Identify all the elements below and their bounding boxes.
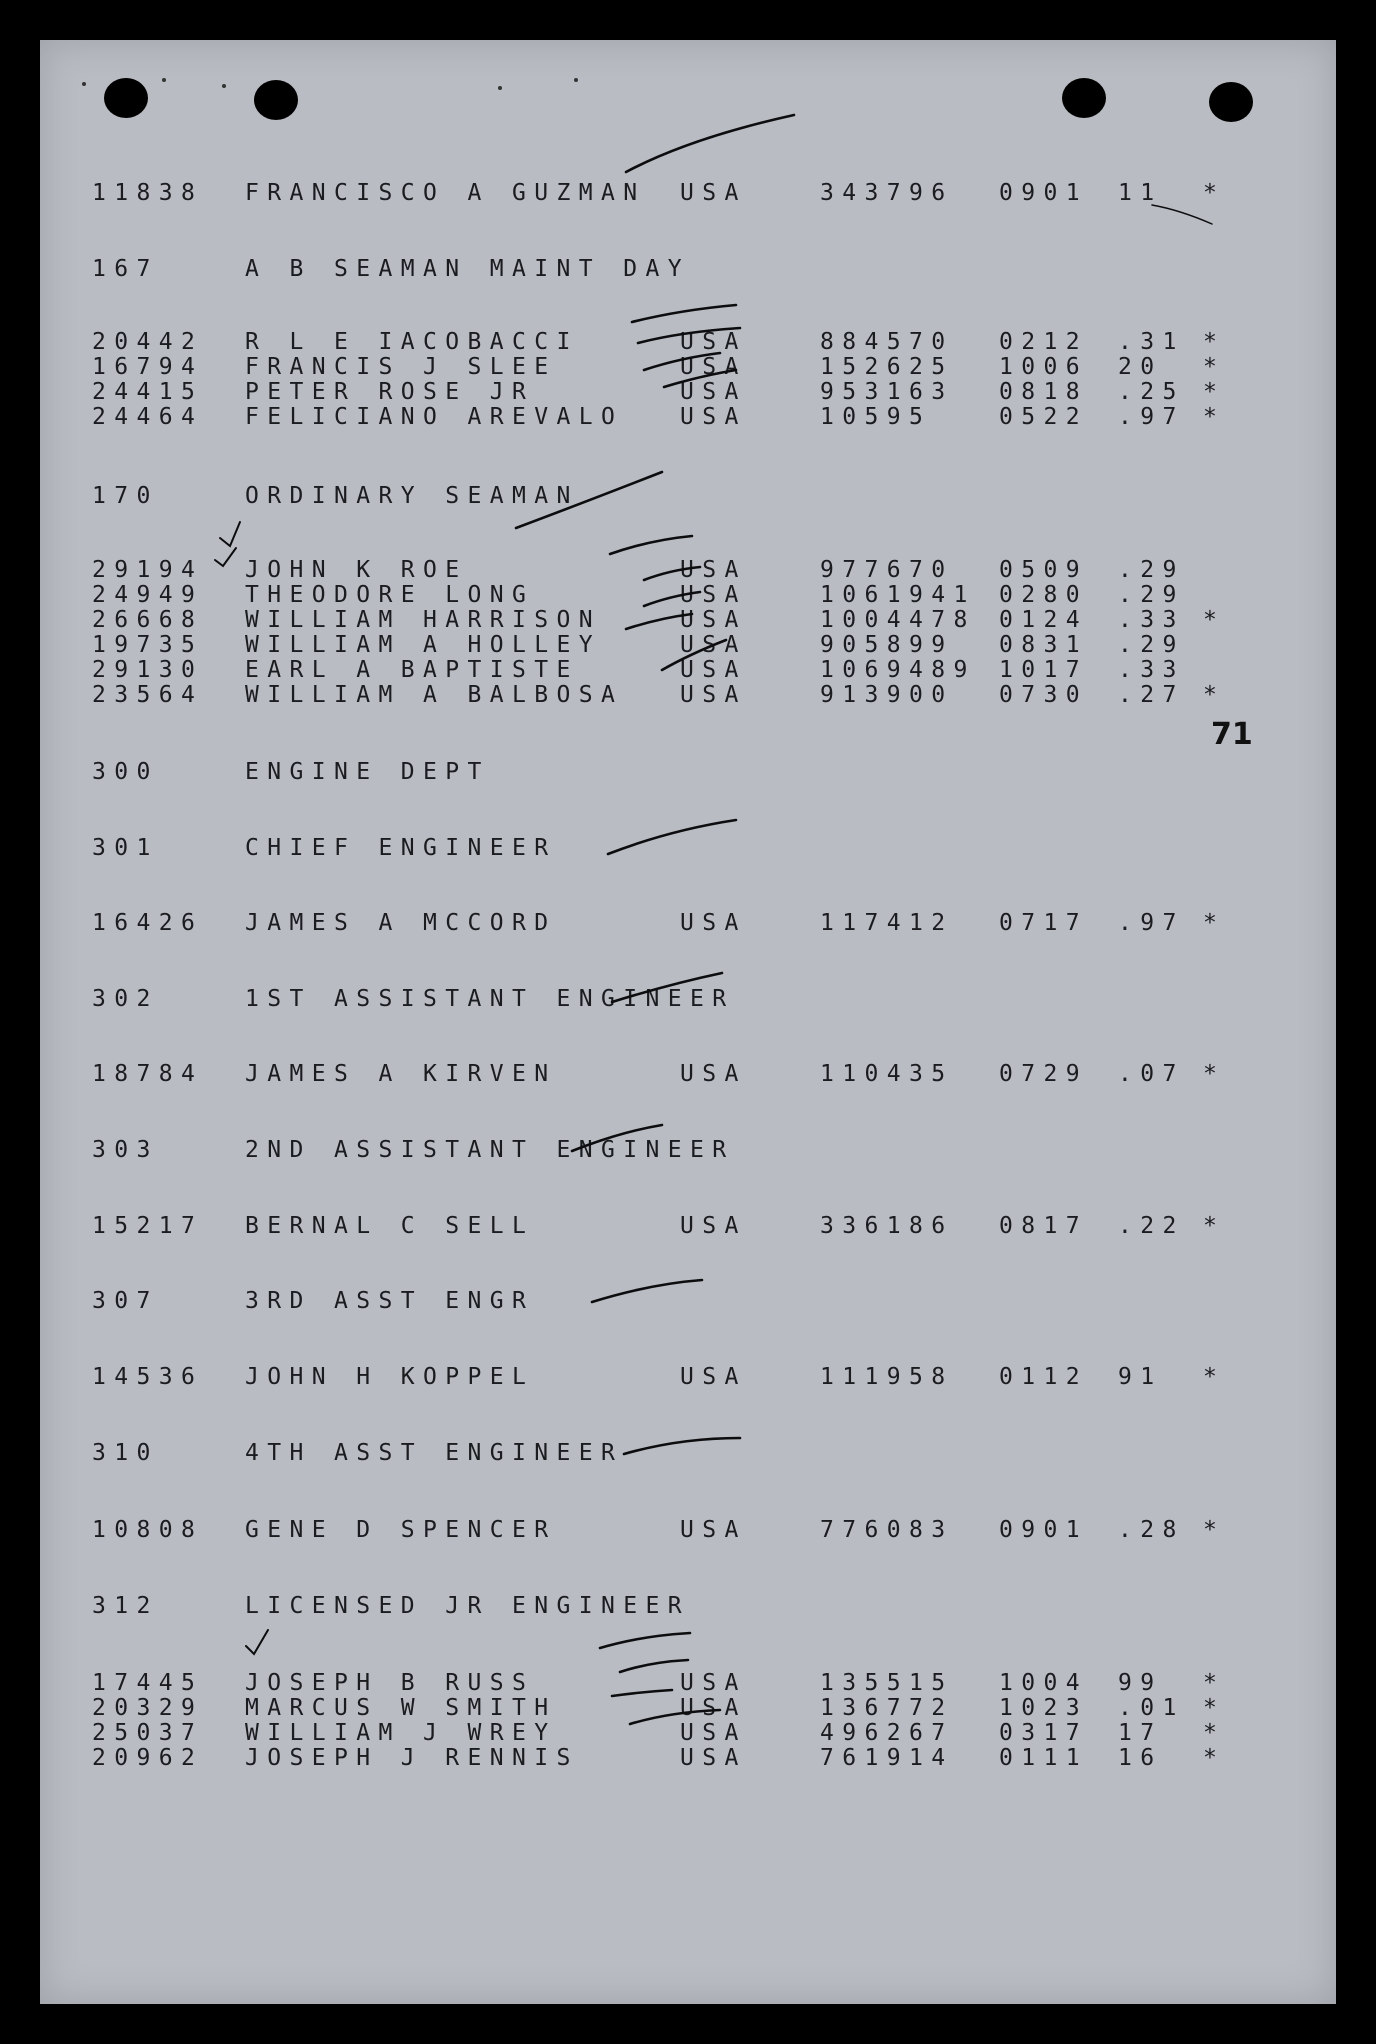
asterisk-mark: * <box>1203 1670 1226 1696</box>
date-code: 0509 <box>999 557 1088 583</box>
employee-name: WILLIAM HARRISON <box>245 607 601 633</box>
document-number: 905899 <box>820 632 954 658</box>
date-code: 1004 <box>999 1670 1088 1696</box>
employee-name: FRANCIS J SLEE <box>245 354 557 380</box>
employee-code: 24464 <box>92 404 204 430</box>
decimal-value: 16 <box>1118 1745 1163 1771</box>
employee-code: 15217 <box>92 1213 204 1239</box>
decimal-value: .29 <box>1118 582 1185 608</box>
date-code: 0901 <box>999 180 1088 206</box>
country-code: USA <box>680 682 747 708</box>
employee-name: JOHN K ROE <box>245 557 468 583</box>
asterisk-mark: * <box>1203 607 1226 633</box>
employee-code: 25037 <box>92 1720 204 1746</box>
section-code: 301 <box>92 835 159 861</box>
speck <box>498 86 502 90</box>
decimal-value: .01 <box>1118 1695 1185 1721</box>
date-code: 0124 <box>999 607 1088 633</box>
document-number: 761914 <box>820 1745 954 1771</box>
country-code: USA <box>680 657 747 683</box>
section-title: A B SEAMAN MAINT DAY <box>245 256 690 282</box>
pen-stroke <box>592 1280 702 1302</box>
employee-name: THEODORE LONG <box>245 582 535 608</box>
asterisk-mark: * <box>1203 910 1226 936</box>
employee-name: WILLIAM J WREY <box>245 1720 557 1746</box>
employee-code: 16794 <box>92 354 204 380</box>
country-code: USA <box>680 1670 747 1696</box>
section-title: 1ST ASSISTANT ENGINEER <box>245 986 735 1012</box>
pen-stroke <box>608 820 736 854</box>
decimal-value: 11 <box>1118 180 1163 206</box>
section-code: 307 <box>92 1288 159 1314</box>
pen-stroke <box>626 115 794 172</box>
decimal-value: .25 <box>1118 379 1185 405</box>
decimal-value: 17 <box>1118 1720 1163 1746</box>
decimal-value: .07 <box>1118 1061 1185 1087</box>
document-number: 136772 <box>820 1695 954 1721</box>
date-code: 1006 <box>999 354 1088 380</box>
decimal-value: .28 <box>1118 1517 1185 1543</box>
date-code: 0112 <box>999 1364 1088 1390</box>
asterisk-mark: * <box>1203 379 1226 405</box>
decimal-value: .97 <box>1118 404 1185 430</box>
punch-hole <box>1209 82 1253 122</box>
employee-code: 23564 <box>92 682 204 708</box>
date-code: 0717 <box>999 910 1088 936</box>
country-code: USA <box>680 632 747 658</box>
employee-code: 16426 <box>92 910 204 936</box>
date-code: 1017 <box>999 657 1088 683</box>
employee-name: WILLIAM A HOLLEY <box>245 632 601 658</box>
pen-stroke <box>600 1633 690 1648</box>
date-code: 0818 <box>999 379 1088 405</box>
country-code: USA <box>680 910 747 936</box>
country-code: USA <box>680 1517 747 1543</box>
country-code: USA <box>680 557 747 583</box>
document-number: 111958 <box>820 1364 954 1390</box>
decimal-value: .31 <box>1118 329 1185 355</box>
date-code: 0317 <box>999 1720 1088 1746</box>
asterisk-mark: * <box>1203 1745 1226 1771</box>
section-code: 167 <box>92 256 159 282</box>
employee-code: 26668 <box>92 607 204 633</box>
asterisk-mark: * <box>1203 1517 1226 1543</box>
country-code: USA <box>680 1695 747 1721</box>
decimal-value: .22 <box>1118 1213 1185 1239</box>
section-title: 4TH ASST ENGINEER <box>245 1440 624 1466</box>
country-code: USA <box>680 1364 747 1390</box>
section-title: 2ND ASSISTANT ENGINEER <box>245 1137 735 1163</box>
decimal-value: 20 <box>1118 354 1163 380</box>
employee-name: JOSEPH B RUSS <box>245 1670 535 1696</box>
pen-stroke <box>624 1438 740 1454</box>
document-number: 10595 <box>820 404 932 430</box>
asterisk-mark: * <box>1203 1695 1226 1721</box>
decimal-value: .33 <box>1118 607 1185 633</box>
employee-name: JAMES A MCCORD <box>245 910 557 936</box>
document-number: 977670 <box>820 557 954 583</box>
pen-stroke <box>620 1660 688 1672</box>
decimal-value: 91 <box>1118 1364 1163 1390</box>
check-mark <box>246 1630 268 1654</box>
check-mark <box>215 548 236 566</box>
employee-name: GENE D SPENCER <box>245 1517 557 1543</box>
speck <box>162 78 166 82</box>
punch-hole <box>1062 78 1106 118</box>
date-code: 0831 <box>999 632 1088 658</box>
decimal-value: 99 <box>1118 1670 1163 1696</box>
check-mark <box>220 522 240 546</box>
decimal-value: .29 <box>1118 557 1185 583</box>
decimal-value: .29 <box>1118 632 1185 658</box>
section-code: 303 <box>92 1137 159 1163</box>
document-number: 913900 <box>820 682 954 708</box>
country-code: USA <box>680 379 747 405</box>
employee-name: R L E IACOBACCI <box>245 329 579 355</box>
document-number: 117412 <box>820 910 954 936</box>
employee-name: BERNAL C SELL <box>245 1213 535 1239</box>
date-code: 0729 <box>999 1061 1088 1087</box>
document-number: 135515 <box>820 1670 954 1696</box>
document-number: 336186 <box>820 1213 954 1239</box>
document-number: 953163 <box>820 379 954 405</box>
country-code: USA <box>680 1061 747 1087</box>
decimal-value: .27 <box>1118 682 1185 708</box>
employee-code: 14536 <box>92 1364 204 1390</box>
asterisk-mark: * <box>1203 354 1226 380</box>
section-code: 170 <box>92 483 159 509</box>
employee-name: JOSEPH J RENNIS <box>245 1745 579 1771</box>
asterisk-mark: * <box>1203 329 1226 355</box>
punch-hole <box>254 80 298 120</box>
date-code: 0817 <box>999 1213 1088 1239</box>
document-number: 496267 <box>820 1720 954 1746</box>
employee-name: JOHN H KOPPEL <box>245 1364 535 1390</box>
asterisk-mark: * <box>1203 682 1226 708</box>
section-title: 3RD ASST ENGR <box>245 1288 535 1314</box>
pen-stroke <box>1152 205 1212 224</box>
document-number: 152625 <box>820 354 954 380</box>
document-number: 1004478 <box>820 607 976 633</box>
decimal-value: .97 <box>1118 910 1185 936</box>
employee-code: 20442 <box>92 329 204 355</box>
pen-stroke <box>632 305 736 322</box>
country-code: USA <box>680 1720 747 1746</box>
employee-name: MARCUS W SMITH <box>245 1695 557 1721</box>
employee-code: 20329 <box>92 1695 204 1721</box>
section-title: ENGINE DEPT <box>245 759 490 785</box>
date-code: 0730 <box>999 682 1088 708</box>
document-number: 1069489 <box>820 657 976 683</box>
employee-code: 17445 <box>92 1670 204 1696</box>
section-code: 310 <box>92 1440 159 1466</box>
asterisk-mark: * <box>1203 1061 1226 1087</box>
employee-name: FELICIANO AREVALO <box>245 404 624 430</box>
punch-hole <box>104 78 148 118</box>
country-code: USA <box>680 354 747 380</box>
employee-code: 19735 <box>92 632 204 658</box>
section-code: 302 <box>92 986 159 1012</box>
employee-name: JAMES A KIRVEN <box>245 1061 557 1087</box>
country-code: USA <box>680 607 747 633</box>
page-number: 71 <box>1211 717 1253 752</box>
section-title: LICENSED JR ENGINEER <box>245 1593 690 1619</box>
employee-code: 20962 <box>92 1745 204 1771</box>
date-code: 0111 <box>999 1745 1088 1771</box>
pen-stroke <box>612 1690 672 1696</box>
asterisk-mark: * <box>1203 1364 1226 1390</box>
employee-name: WILLIAM A BALBOSA <box>245 682 624 708</box>
country-code: USA <box>680 582 747 608</box>
document-number: 110435 <box>820 1061 954 1087</box>
country-code: USA <box>680 329 747 355</box>
employee-name: FRANCISCO A GUZMAN <box>245 180 646 206</box>
date-code: 0901 <box>999 1517 1088 1543</box>
decimal-value: .33 <box>1118 657 1185 683</box>
section-title: CHIEF ENGINEER <box>245 835 557 861</box>
asterisk-mark: * <box>1203 1213 1226 1239</box>
pen-stroke <box>610 536 692 554</box>
section-title: ORDINARY SEAMAN <box>245 483 579 509</box>
document-number: 1061941 <box>820 582 976 608</box>
document-number: 343796 <box>820 180 954 206</box>
country-code: USA <box>680 1745 747 1771</box>
employee-code: 10808 <box>92 1517 204 1543</box>
section-code: 300 <box>92 759 159 785</box>
date-code: 0212 <box>999 329 1088 355</box>
date-code: 0522 <box>999 404 1088 430</box>
employee-name: EARL A BAPTISTE <box>245 657 579 683</box>
document-number: 884570 <box>820 329 954 355</box>
country-code: USA <box>680 180 747 206</box>
employee-code: 29130 <box>92 657 204 683</box>
asterisk-mark: * <box>1203 180 1226 206</box>
speck <box>574 78 578 82</box>
employee-code: 24415 <box>92 379 204 405</box>
country-code: USA <box>680 1213 747 1239</box>
date-code: 0280 <box>999 582 1088 608</box>
employee-code: 24949 <box>92 582 204 608</box>
document-number: 776083 <box>820 1517 954 1543</box>
date-code: 1023 <box>999 1695 1088 1721</box>
document-page <box>40 40 1336 2004</box>
employee-code: 29194 <box>92 557 204 583</box>
employee-code: 18784 <box>92 1061 204 1087</box>
speck <box>82 82 86 86</box>
asterisk-mark: * <box>1203 1720 1226 1746</box>
employee-code: 11838 <box>92 180 204 206</box>
speck <box>222 84 226 88</box>
country-code: USA <box>680 404 747 430</box>
section-code: 312 <box>92 1593 159 1619</box>
asterisk-mark: * <box>1203 404 1226 430</box>
employee-name: PETER ROSE JR <box>245 379 535 405</box>
